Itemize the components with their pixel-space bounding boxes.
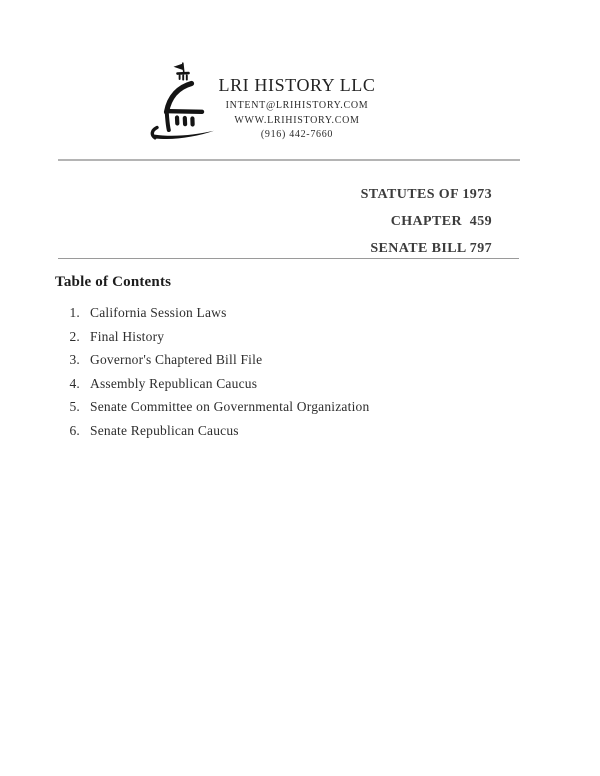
toc-item-label: California Session Laws xyxy=(90,305,227,320)
horizontal-rule-bottom xyxy=(58,258,519,259)
senate-bill-line: SENATE BILL 797 xyxy=(370,241,492,256)
toc-item-number: 3. xyxy=(69,352,80,367)
company-phone: (916) 442-7660 xyxy=(260,129,334,140)
toc-item-number: 1. xyxy=(69,305,80,320)
toc-item-label: Senate Republican Caucus xyxy=(90,422,239,438)
company-email: INTENT@LRIHISTORY.COM xyxy=(225,100,369,111)
company-name: LRI HISTORY LLC xyxy=(218,75,376,95)
toc-item xyxy=(68,330,528,344)
toc-item xyxy=(68,353,528,367)
horizontal-rule-top xyxy=(58,159,520,161)
toc-item-number: 2. xyxy=(69,328,80,344)
toc-item xyxy=(68,400,528,414)
toc-item-number: 4. xyxy=(69,375,80,391)
toc-item-number: 6. xyxy=(69,422,80,438)
toc-item-number: 5. xyxy=(69,399,80,414)
letterhead xyxy=(147,74,447,143)
statutes-line: STATUTES OF 1973 xyxy=(360,187,492,202)
chapter-line: CHAPTER 459 xyxy=(390,214,492,229)
toc-item-label: Assembly Republican Caucus xyxy=(90,375,258,391)
bill-reference-block xyxy=(58,181,492,262)
company-website: WWW.LRIHISTORY.COM xyxy=(234,114,360,126)
toc-item-label: Governor's Chaptered Bill File xyxy=(90,352,263,367)
toc-heading: Table of Contents xyxy=(55,274,172,290)
toc-item-label: Final History xyxy=(90,328,165,344)
toc-item-label: Senate Committee on Governmental Organization xyxy=(90,399,370,414)
toc-item xyxy=(68,424,528,438)
toc-item xyxy=(68,377,528,391)
toc-list xyxy=(68,306,528,447)
toc-item xyxy=(68,306,528,320)
